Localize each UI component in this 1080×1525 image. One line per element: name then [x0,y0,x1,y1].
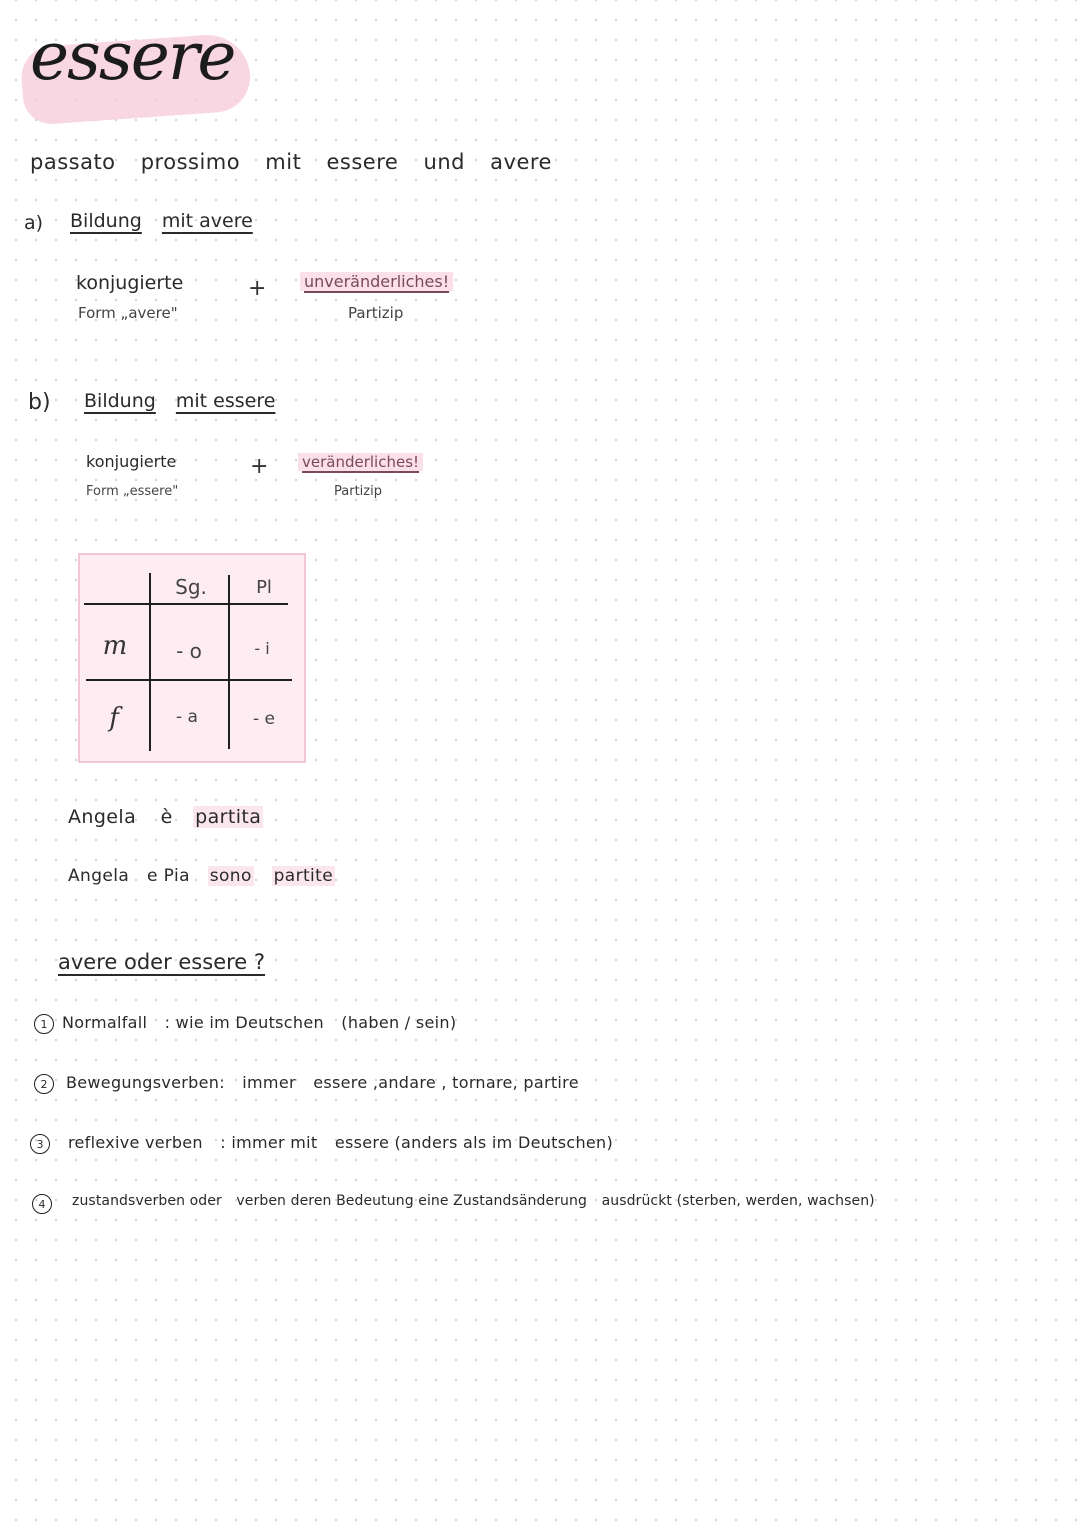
example-1-participle: partita [195,806,262,828]
table-header-pl: Pl [256,577,272,598]
example-1 [68,806,263,828]
rule-3 [68,1133,625,1152]
section-b-heading-word: Bildung [84,390,156,412]
example-2-conj: e Pia [147,866,190,886]
subtitle-word: prossimo [140,150,241,174]
rule-2-extra: essere ,andare , tornare, partire [313,1073,579,1092]
rule-4-extra: ausdrückt (sterben, werden, wachsen) [601,1193,875,1209]
section-b-right-line1 [298,452,423,471]
section-a-right-line1 [300,272,453,291]
rule-2-label: Bewegungsverben: [66,1073,225,1092]
example-2 [68,866,335,886]
section-a-marker: a) [24,212,44,234]
subtitle-word: passato [30,150,116,174]
rule-3-text: : immer mit [220,1133,318,1152]
question-text: avere oder essere ? [58,950,266,974]
section-b-heading-rest: mit essere [175,390,276,412]
rule-4 [72,1193,875,1209]
example-2-aux: sono [209,866,252,886]
table-cell-f-sg: - a [176,707,198,727]
section-a-heading [70,210,253,232]
ending-table [78,553,306,763]
section-b-left-line1: konjugierte [86,452,177,471]
section-a-right-line2: Partizip [348,304,404,322]
section-b-plus: + [250,454,269,479]
table-line [84,603,288,605]
subtitle-word: avere [490,150,552,174]
subtitle-word: und [423,150,465,174]
subtitle-word: mit [265,150,302,174]
table-row-m: m [102,631,128,661]
rule-3-extra: essere (anders als im Deutschen) [334,1133,614,1152]
subtitle-word: essere [326,150,399,174]
rule-1-label: Normalfall [62,1013,148,1032]
section-a-heading-word: Bildung [70,210,142,232]
example-1-aux: è [160,806,173,828]
rule-1-extra: (haben / sein) [341,1013,457,1032]
section-b-right-line2: Partizip [334,484,382,499]
rule-2-text: immer [242,1073,296,1092]
rule-number-1: 1 [34,1014,54,1034]
section-a-plus: + [248,276,267,301]
page-title: essere [30,18,235,95]
table-cell-m-pl: - i [254,639,270,658]
table-line [86,679,292,681]
table-cell-m-sg: - o [176,639,202,663]
example-2-subject: Angela [68,866,130,886]
table-header-sg: Sg. [175,575,207,599]
section-b-left-line2: Form „essere" [86,484,179,499]
example-1-subject: Angela [68,806,137,828]
rule-4-label: zustandsverben oder [72,1193,222,1209]
rule-4-text: verben deren Bedeutung eine Zustandsänderung [236,1193,587,1209]
example-2-participle: partite [273,866,334,886]
rule-number-3: 3 [30,1134,50,1154]
section-a-right-line1-text: unveränderliches! [300,272,453,291]
section-b-marker: b) [28,390,51,415]
rule-3-label: reflexive verben [68,1133,203,1152]
rule-number-4: 4 [32,1194,52,1214]
section-a-left-line2: Form „avere" [78,304,178,322]
rule-2 [66,1073,591,1092]
rule-1-text: : wie im Deutschen [164,1013,324,1032]
table-line [228,575,230,749]
section-b-right-line1-text: veränderliches! [298,453,423,471]
section-b-heading [84,390,275,412]
rule-1 [62,1013,468,1032]
subtitle [30,150,570,174]
section-a-left-line1: konjugierte [76,272,184,294]
rule-number-2: 2 [34,1074,54,1094]
table-row-f: f [109,703,119,733]
table-cell-f-pl: - e [253,709,275,729]
table-line [149,573,151,751]
question-heading [58,950,265,974]
section-a-heading-rest: mit avere [161,210,253,232]
